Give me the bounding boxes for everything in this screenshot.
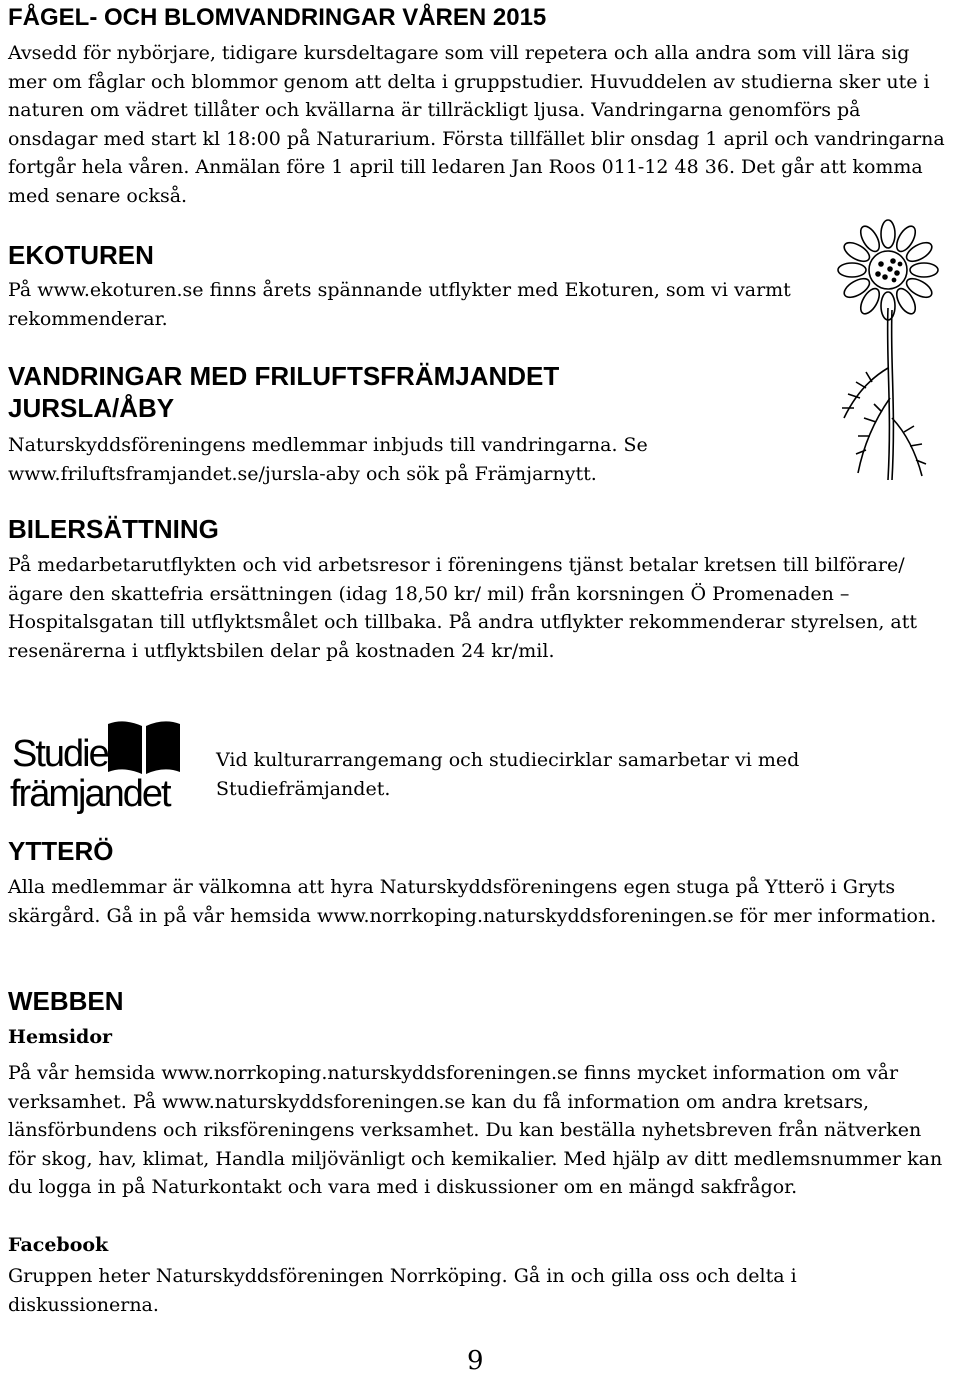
section-title-ekoturen: EKOTUREN <box>8 240 154 270</box>
section-title-webben: WEBBEN <box>8 986 124 1016</box>
logo-line1: Studie <box>12 733 108 775</box>
subsection-title-facebook: Facebook <box>8 1234 109 1256</box>
section-body-studie: Vid kulturarrangemang och studiecirklar samarbetar vi med Studiefrämjandet. <box>216 749 800 800</box>
book-logo-icon <box>106 718 182 776</box>
section-title-friluft-line1: VANDRINGAR MED FRILUFTSFRÄMJANDET <box>8 361 560 391</box>
section-body-yttero: Alla medlemmar är välkomna att hyra Naturskyddsföreningens egen stuga på Ytterö i Gryts skärgård. Gå in på vår hemsida www.norrkoping.naturskyddsforeningen.se för mer information. <box>8 876 937 927</box>
logo-line2: främjandet <box>10 773 170 815</box>
studiefrmjandet-logo <box>8 716 180 816</box>
subsection-title-hemsidor: Hemsidor <box>8 1026 113 1048</box>
chamomile-flower-icon <box>826 218 946 488</box>
section-title-friluft-line2: JURSLA/ÅBY <box>8 393 175 423</box>
section-body-friluft: Naturskyddsföreningens medlemmar inbjuds till vandringarna. Se www.friluftsframjandet.se/jursla-aby och sök på Främjarnytt. <box>8 434 648 485</box>
page-number: 9 <box>467 1346 484 1376</box>
section-body-hemsidor: På vår hemsida www.norrkoping.naturskyddsforeningen.se finns mycket information om vår verksamhet. På www.naturskyddsforeningen.se kan du få information om andra kretsars, länsförbundens och riksföreningens verksamhet. Du kan beställa nyhetsbreven från nätverken för skog, hav, klimat, Handla miljövänligt och kemikalier. Med hjälp av ditt medlemsnummer kan du logga in på Naturkontakt och vara med i diskussioner om en mängd sakfrågor. <box>8 1062 943 1198</box>
section-title-yttero: YTTERÖ <box>8 836 114 866</box>
flower-illustration <box>826 218 946 488</box>
section-body-fagel: Avsedd för nybörjare, tidigare kursdeltagare som vill repetera och alla andra som vill lära sig mer om fåglar och blommor genom att delta i gruppstudier. Huvuddelen av studierna sker ute i naturen om vädret tillåter och kvällarna är tillräckligt ljusa. Vandringarna genomförs på onsdagar med start kl 18:00 på Naturarium. Första tillfället blir onsdag 1 april och vandringarna fortgår hela våren. Anmälan före 1 april till ledaren Jan Roos 011-12 48 36. Det går att komma med senare också. <box>8 42 945 207</box>
section-body-ekoturen: På www.ekoturen.se finns årets spännande utflykter med Ekoturen, som vi varmt rekommenderar. <box>8 279 791 330</box>
section-body-facebook: Gruppen heter Naturskyddsföreningen Norrköping. Gå in och gilla oss och delta i diskussionerna. <box>8 1265 797 1316</box>
section-title-biler: BILERSÄTTNING <box>8 514 219 544</box>
section-title-fagel: FÅGEL- OCH BLOMVANDRINGAR VÅREN 2015 <box>8 4 547 31</box>
section-body-biler: På medarbetarutflykten och vid arbetsresor i föreningens tjänst betalar kretsen till bilförare/ägare den skattefria ersättningen (idag 18,50 kr/ mil) från korsningen Ö Promenaden – Hospitalsgatan till utflyktsmålet och tillbaka. På andra utflykter rekommenderar styrelsen, att resenärerna i utflyktsbilen delar på kostnaden 24 kr/mil. <box>8 554 918 662</box>
section-title-friluft <box>8 360 559 424</box>
